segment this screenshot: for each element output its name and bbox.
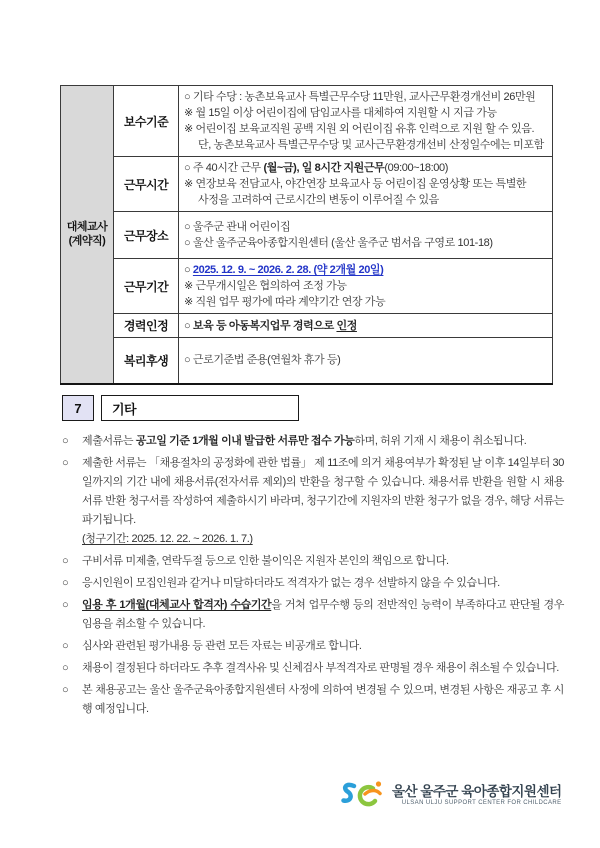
section-title-box: 기타 — [101, 395, 299, 421]
text-run: ※ 어린이집 보육교직원 공백 지원 외 어린이집 유휴 인력으로 지원 할 수 있음. — [184, 123, 535, 135]
content-line — [184, 294, 547, 310]
text-run: 채용이 결정된다 하더라도 추후 결격사유 및 신체검사 부적격자로 판명될 경우 채용이 취소될 수 있습니다. — [82, 662, 559, 674]
row-content — [179, 314, 553, 338]
text-run: ○ 주 40시간 근무 — [184, 162, 264, 174]
bullet-icon: ○ — [62, 555, 69, 567]
text-run: 을 거쳐 업무수행 등의 전반적인 능력이 부족하다고 판단될 경우 임용을 취소할 수 있습니다. — [82, 599, 564, 630]
list-item — [62, 574, 564, 593]
info-table-body — [61, 86, 553, 384]
content-line — [184, 192, 547, 208]
row-content — [179, 259, 553, 314]
section-number-box: 7 — [62, 395, 94, 421]
text-run: 2025. 12. 9. ~ 2026. 2. 28. (약 2개월 20일) — [192, 264, 384, 276]
text-run: 인정 — [336, 319, 357, 332]
row-content — [179, 212, 553, 259]
bullet-icon: ○ — [62, 435, 69, 447]
list-item — [62, 432, 564, 451]
text-run: (월~금), 일 8시간 지원근무 — [263, 162, 385, 174]
note-text — [82, 574, 564, 593]
content-line — [184, 352, 547, 368]
content-line — [184, 105, 547, 121]
content-line — [184, 235, 547, 251]
bullet-icon: ○ — [62, 599, 69, 611]
text-run: ※ 직원 업무 평가에 따라 계약기간 연장 가능 — [184, 296, 386, 308]
text-run: 하며, 허위 기재 시 채용이 취소됩니다. — [354, 435, 527, 447]
text-run: ○ 울산 울주군육아종합지원센터 (울산 울주군 범서읍 구영로 101-18) — [184, 237, 493, 249]
row-header: 보수기준 — [114, 86, 179, 157]
row-content — [179, 338, 553, 384]
text-run: ○ 울주군 관내 어린이집 — [184, 221, 291, 233]
recruitment-conditions-table — [60, 85, 553, 385]
note-text — [82, 659, 564, 678]
table-row — [61, 212, 553, 259]
text-run: 응시인원이 모집인원과 같거나 미달하더라도 적격자가 없는 경우 선발하지 않을 수 있습니다. — [82, 577, 500, 589]
content-line — [184, 121, 547, 137]
text-run: ○ — [184, 264, 193, 276]
row-content — [179, 86, 553, 157]
content-line — [184, 318, 547, 334]
text-run: 제출서류는 — [82, 435, 136, 447]
text-run: ○ 기타 수당 : 농촌보육교사 특별근무수당 11만원, 교사근무환경개선비 26만원 — [184, 91, 536, 103]
bullet-icon: ○ — [62, 684, 69, 696]
text-run: 공고일 기준 1개월 이내 발급한 서류만 접수 가능 — [135, 435, 355, 447]
text-run: (09:00~18:00) — [384, 162, 448, 174]
content-line — [184, 89, 547, 105]
bullet-icon: ○ — [62, 457, 69, 469]
row-header: 근무시간 — [114, 157, 179, 212]
text-run: ※ 연장보육 전담교사, 야간연장 보육교사 등 어린이집 운영상황 또는 특별한 — [184, 178, 527, 190]
text-run: 보육 등 아동복지업무 경력으로 — [192, 319, 337, 332]
list-item — [62, 596, 564, 634]
footer-logo — [338, 779, 562, 811]
list-item — [62, 552, 564, 571]
section-header — [62, 395, 299, 421]
bullet-icon: ○ — [62, 640, 69, 652]
note-text — [82, 552, 564, 571]
group-label-line: (계약직) — [68, 235, 106, 248]
text-run: 구비서류 미제출, 연락두절 등으로 인한 불이익은 지원자 본인의 책임으로 합니다. — [82, 555, 449, 567]
content-line — [184, 219, 547, 235]
content-line — [184, 176, 547, 192]
bullet-icon: ○ — [62, 577, 69, 589]
group-label-cell — [61, 86, 114, 384]
text-run: (청구기간: 2025. 12. 22. ~ 2026. 1. 7.) — [82, 533, 253, 545]
table-row — [61, 314, 553, 338]
table-row — [61, 157, 553, 212]
notes-list — [62, 432, 564, 722]
list-item — [62, 659, 564, 678]
table-row — [61, 86, 553, 157]
row-header: 복리후생 — [114, 338, 179, 384]
list-item — [62, 681, 564, 719]
row-header: 경력인정 — [114, 314, 179, 338]
group-label-line: 대체교사 — [66, 221, 108, 234]
note-text — [82, 432, 564, 451]
list-item — [62, 454, 564, 549]
note-text — [82, 454, 564, 549]
table-row — [61, 259, 553, 314]
note-text — [82, 637, 564, 656]
text-run: ○ 근로기준법 준용(연월차 휴가 등) — [184, 354, 341, 367]
content-line — [184, 278, 547, 294]
text-run: 제출한 서류는 「채용절차의 공정화에 관한 법률」 제 11조에 의거 채용여부가 확정된 날 이후 14일부터 30일까지의 기간 내에 채용서류(전자서류 제외)의 반환을 청구할 수 있습니다. 채용서류 반환을 원할 시 채용서류 반환 청구서를 작성하여 제출하시기 바라며, 청구기간에 지원자의 반환 청구가 없을 경우, 해당 서류는 파기됩니다. — [82, 457, 564, 526]
note-text — [82, 596, 564, 634]
row-header: 근무기간 — [114, 259, 179, 314]
text-run: 심사와 관련된 평가내용 등 관련 모든 자료는 비공개로 합니다. — [82, 640, 362, 652]
list-item — [62, 637, 564, 656]
table-row — [61, 338, 553, 384]
org-logo-icon — [338, 779, 386, 811]
text-run: ※ 근무개시일은 협의하여 조정 가능 — [184, 280, 347, 292]
content-line — [184, 137, 547, 153]
row-content — [179, 157, 553, 212]
text-run: 단, 농촌보육교사 특별근무수당 및 교사근무환경개선비 산정일수에는 미포함 — [198, 139, 544, 151]
text-run: 사정을 고려하여 근로시간의 변동이 이루어질 수 있음 — [198, 194, 439, 206]
text-run: ○ — [184, 319, 193, 332]
org-name — [392, 784, 562, 807]
bullet-icon: ○ — [62, 662, 69, 674]
row-header: 근무장소 — [114, 212, 179, 259]
org-name-korean: 울산 울주군 육아종합지원센터 — [392, 783, 562, 799]
text-run: ※ 월 15일 이상 어린이집에 담임교사를 대체하여 지원할 시 지급 가능 — [184, 107, 497, 119]
note-text — [82, 681, 564, 719]
content-line — [184, 262, 547, 278]
text-run: 본 채용공고는 울산 울주군육아종합지원센터 사정에 의하여 변경될 수 있으며, 변경된 사항은 재공고 후 시행 예정입니다. — [82, 684, 564, 715]
org-name-english: ULSAN ULJU SUPPORT CENTER FOR CHILDCARE — [401, 799, 562, 806]
content-line — [184, 160, 547, 176]
text-run: 임용 후 1개월(대체교사 합격자) 수습기간 — [82, 599, 272, 611]
